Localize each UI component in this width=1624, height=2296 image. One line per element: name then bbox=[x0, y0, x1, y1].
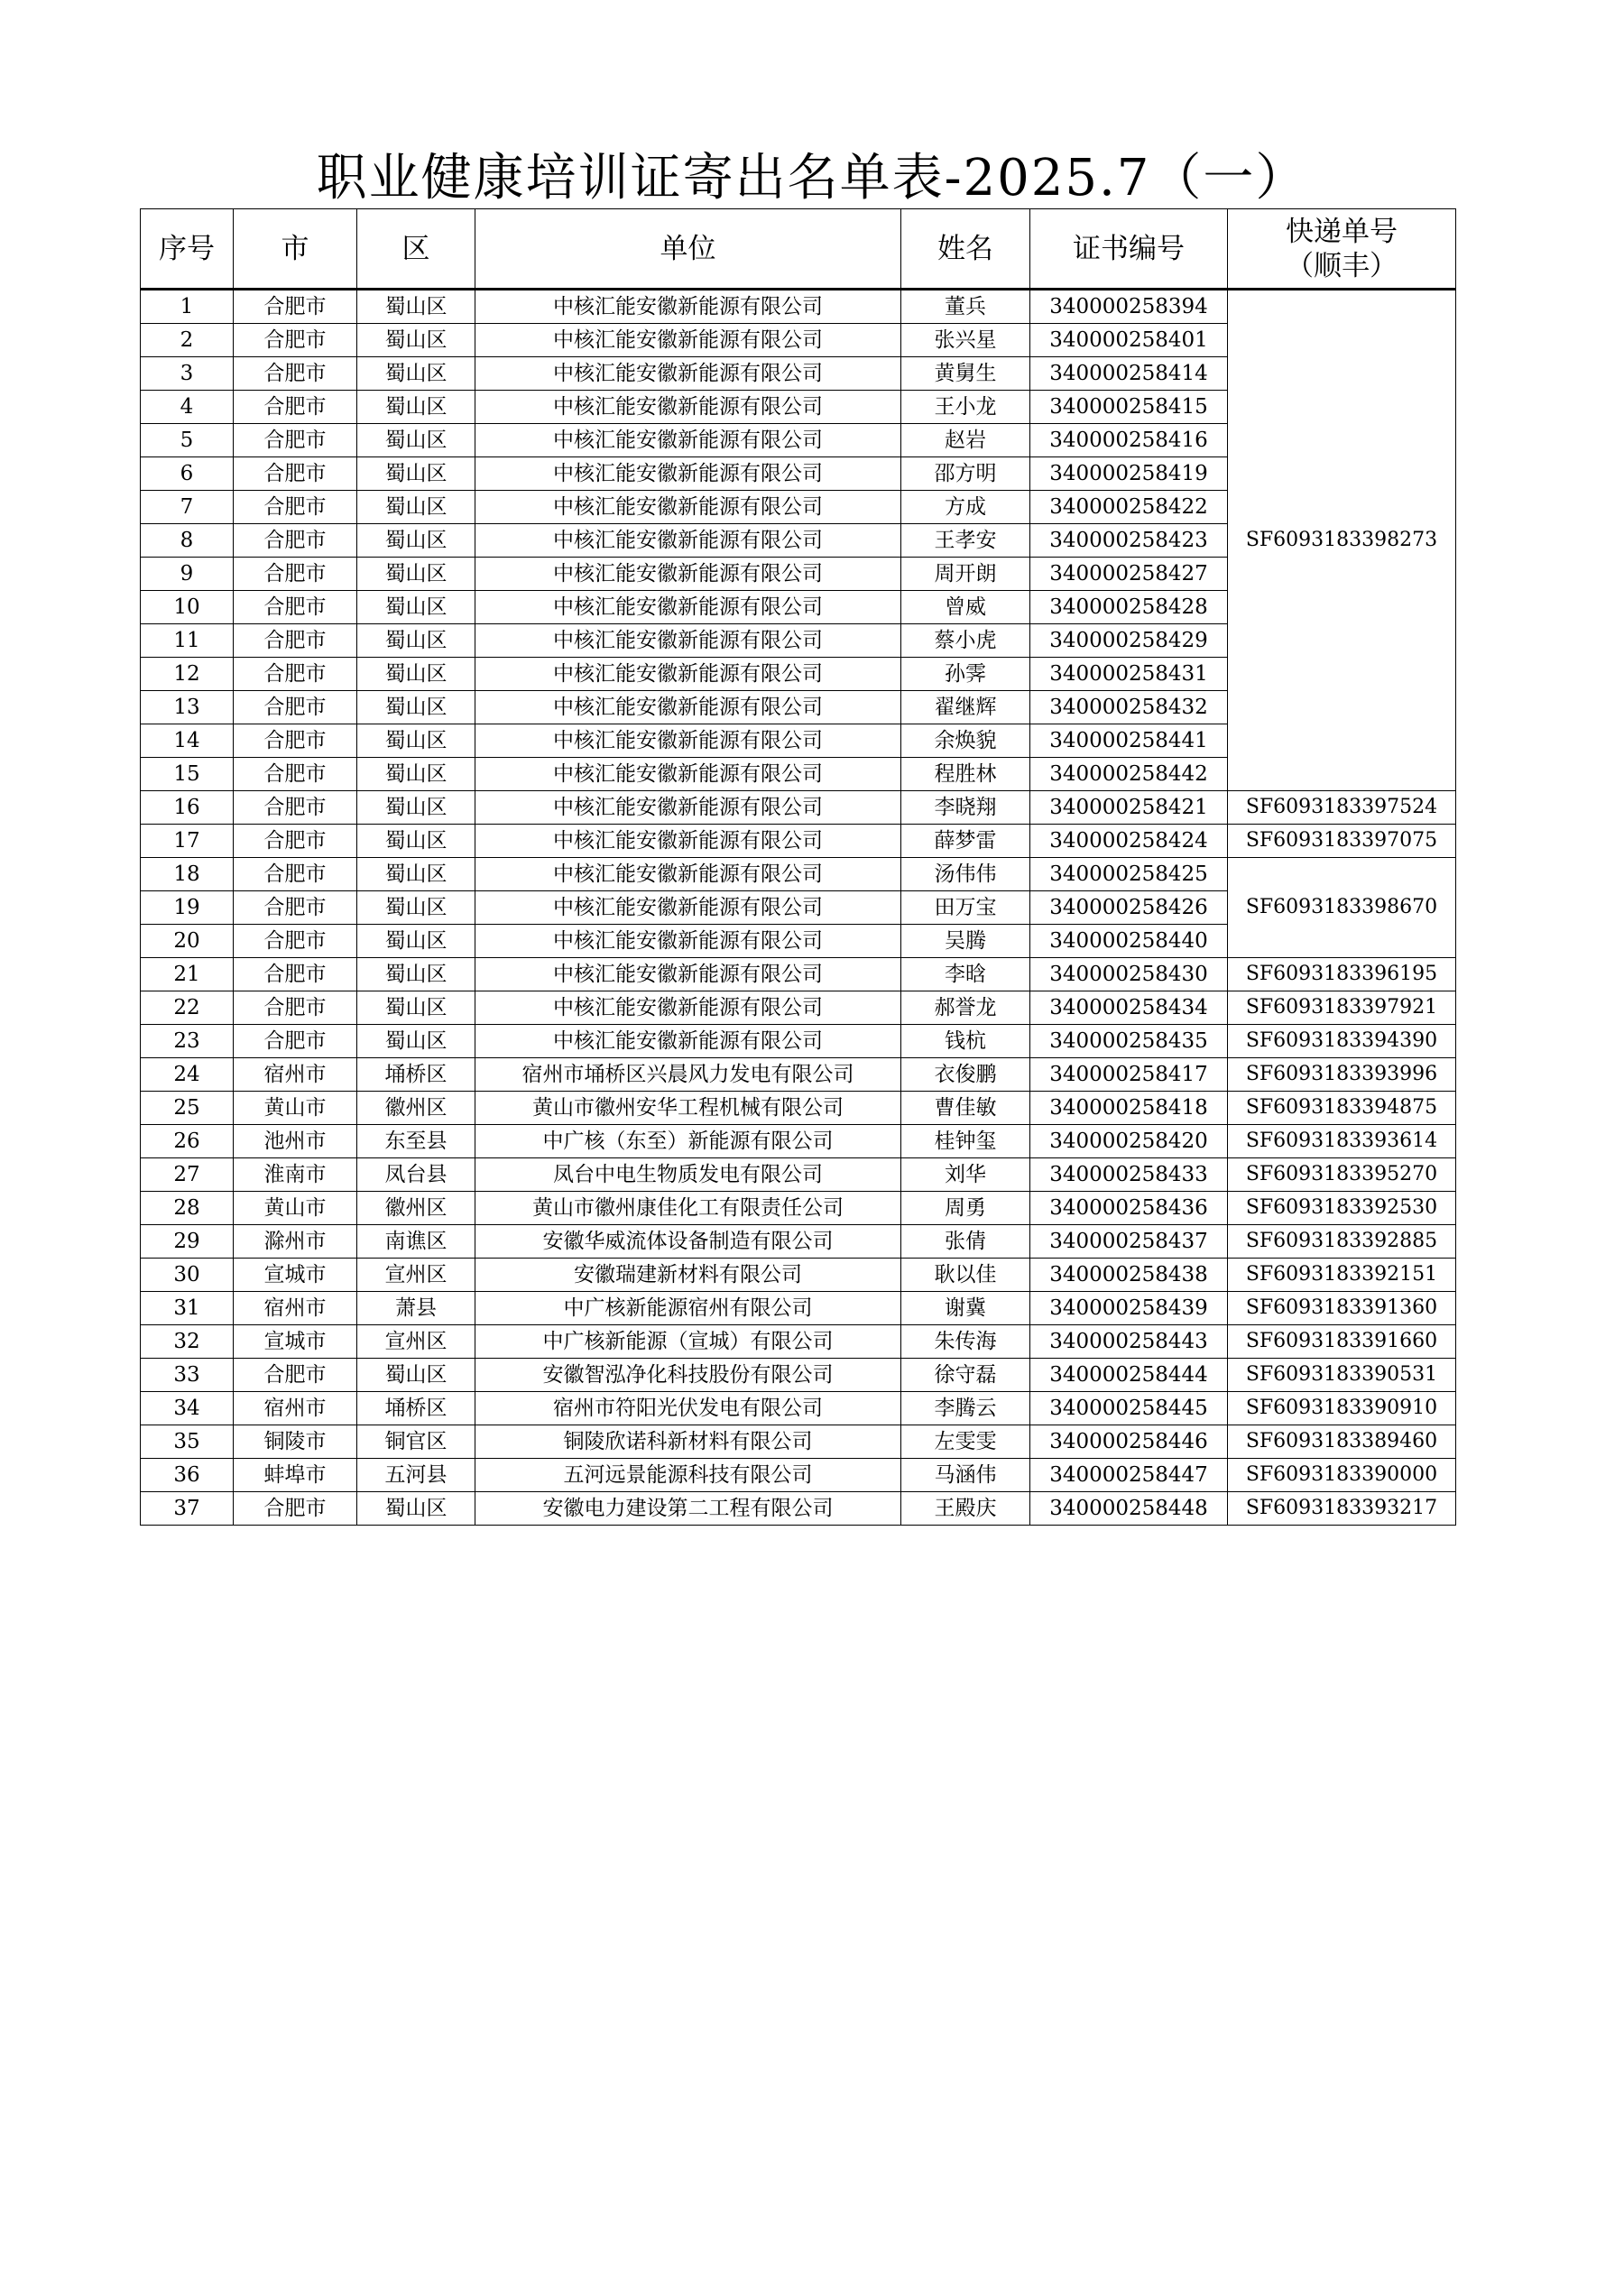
cell-name: 薛梦雷 bbox=[901, 825, 1030, 858]
cell-no: 22 bbox=[141, 991, 234, 1025]
cell-unit: 中核汇能安徽新能源有限公司 bbox=[475, 858, 901, 891]
cell-express-number: SF6093183394875 bbox=[1228, 1092, 1456, 1125]
cell-name: 谢冀 bbox=[901, 1292, 1030, 1325]
cell-district: 蜀山区 bbox=[357, 825, 475, 858]
cell-city: 合肥市 bbox=[234, 791, 357, 825]
cell-cert: 340000258423 bbox=[1030, 524, 1228, 558]
cell-no: 15 bbox=[141, 758, 234, 791]
cell-district: 蜀山区 bbox=[357, 1025, 475, 1058]
col-header-name: 姓名 bbox=[901, 209, 1030, 290]
cell-unit: 黄山市徽州康佳化工有限责任公司 bbox=[475, 1192, 901, 1225]
cell-unit: 中核汇能安徽新能源有限公司 bbox=[475, 791, 901, 825]
cell-name: 曹佳敏 bbox=[901, 1092, 1030, 1125]
cell-name: 桂钟玺 bbox=[901, 1125, 1030, 1158]
cell-name: 钱杭 bbox=[901, 1025, 1030, 1058]
cell-no: 11 bbox=[141, 624, 234, 658]
cell-express-number: SF6093183397921 bbox=[1228, 991, 1456, 1025]
cell-city: 合肥市 bbox=[234, 1359, 357, 1392]
cell-unit: 中核汇能安徽新能源有限公司 bbox=[475, 658, 901, 691]
cell-district: 蜀山区 bbox=[357, 424, 475, 457]
cell-city: 合肥市 bbox=[234, 825, 357, 858]
cell-name: 翟继辉 bbox=[901, 691, 1030, 724]
cell-no: 31 bbox=[141, 1292, 234, 1325]
table-row bbox=[141, 1425, 1456, 1459]
cell-cert: 340000258414 bbox=[1030, 357, 1228, 391]
shipping-list-table bbox=[140, 208, 1456, 1526]
table-row bbox=[141, 1459, 1456, 1492]
cell-name: 左雯雯 bbox=[901, 1425, 1030, 1459]
cell-district: 埇桥区 bbox=[357, 1058, 475, 1092]
cell-city: 合肥市 bbox=[234, 891, 357, 925]
cell-no: 16 bbox=[141, 791, 234, 825]
cell-district: 蜀山区 bbox=[357, 524, 475, 558]
cell-cert: 340000258422 bbox=[1030, 491, 1228, 524]
cell-district: 蜀山区 bbox=[357, 624, 475, 658]
page-title: 职业健康培训证寄出名单表-2025.7（一） bbox=[316, 149, 1308, 207]
cell-unit: 中核汇能安徽新能源有限公司 bbox=[475, 524, 901, 558]
table-row bbox=[141, 1125, 1456, 1158]
cell-cert: 340000258424 bbox=[1030, 825, 1228, 858]
cell-city: 合肥市 bbox=[234, 524, 357, 558]
cell-district: 铜官区 bbox=[357, 1425, 475, 1459]
cell-city: 铜陵市 bbox=[234, 1425, 357, 1459]
cell-no: 17 bbox=[141, 825, 234, 858]
cell-no: 29 bbox=[141, 1225, 234, 1259]
cell-no: 1 bbox=[141, 290, 234, 324]
cell-city: 黄山市 bbox=[234, 1192, 357, 1225]
cell-city: 滁州市 bbox=[234, 1225, 357, 1259]
cell-express-number: SF6093183389460 bbox=[1228, 1425, 1456, 1459]
cell-unit: 中核汇能安徽新能源有限公司 bbox=[475, 691, 901, 724]
table-row bbox=[141, 1058, 1456, 1092]
cell-district: 南谯区 bbox=[357, 1225, 475, 1259]
cell-name: 徐守磊 bbox=[901, 1359, 1030, 1392]
cell-name: 朱传海 bbox=[901, 1325, 1030, 1359]
cell-name: 吴腾 bbox=[901, 925, 1030, 958]
cell-unit: 凤台中电生物质发电有限公司 bbox=[475, 1158, 901, 1192]
cell-name: 王孝安 bbox=[901, 524, 1030, 558]
cell-city: 合肥市 bbox=[234, 1492, 357, 1526]
cell-unit: 安徽华威流体设备制造有限公司 bbox=[475, 1225, 901, 1259]
col-header-express bbox=[1228, 209, 1456, 290]
cell-unit: 宿州市埇桥区兴晨风力发电有限公司 bbox=[475, 1058, 901, 1092]
cell-express-number: SF6093183393614 bbox=[1228, 1125, 1456, 1158]
cell-unit: 中核汇能安徽新能源有限公司 bbox=[475, 424, 901, 457]
cell-unit: 中核汇能安徽新能源有限公司 bbox=[475, 724, 901, 758]
cell-name: 张兴星 bbox=[901, 324, 1030, 357]
cell-district: 蜀山区 bbox=[357, 925, 475, 958]
cell-express-number: SF6093183393217 bbox=[1228, 1492, 1456, 1526]
cell-district: 凤台县 bbox=[357, 1158, 475, 1192]
cell-name: 郝誉龙 bbox=[901, 991, 1030, 1025]
cell-district: 宣州区 bbox=[357, 1259, 475, 1292]
cell-city: 合肥市 bbox=[234, 290, 357, 324]
cell-no: 18 bbox=[141, 858, 234, 891]
cell-no: 30 bbox=[141, 1259, 234, 1292]
table-row bbox=[141, 958, 1456, 991]
cell-unit: 中核汇能安徽新能源有限公司 bbox=[475, 591, 901, 624]
cell-city: 合肥市 bbox=[234, 758, 357, 791]
cell-express-number: SF6093183390000 bbox=[1228, 1459, 1456, 1492]
cell-unit: 黄山市徽州安华工程机械有限公司 bbox=[475, 1092, 901, 1125]
cell-city: 合肥市 bbox=[234, 357, 357, 391]
cell-name: 孙霁 bbox=[901, 658, 1030, 691]
cell-unit: 中核汇能安徽新能源有限公司 bbox=[475, 624, 901, 658]
cell-unit: 中核汇能安徽新能源有限公司 bbox=[475, 925, 901, 958]
cell-city: 合肥市 bbox=[234, 658, 357, 691]
cell-district: 蜀山区 bbox=[357, 658, 475, 691]
cell-no: 35 bbox=[141, 1425, 234, 1459]
cell-name: 蔡小虎 bbox=[901, 624, 1030, 658]
cell-city: 蚌埠市 bbox=[234, 1459, 357, 1492]
cell-express-number: SF6093183392885 bbox=[1228, 1225, 1456, 1259]
cell-city: 宿州市 bbox=[234, 1292, 357, 1325]
cell-express-number: SF6093183392151 bbox=[1228, 1259, 1456, 1292]
table-row bbox=[141, 825, 1456, 858]
cell-no: 27 bbox=[141, 1158, 234, 1192]
table-row bbox=[141, 1092, 1456, 1125]
table-row bbox=[141, 858, 1456, 891]
cell-no: 2 bbox=[141, 324, 234, 357]
col-header-express-line2: （顺丰） bbox=[1286, 249, 1398, 282]
cell-district: 蜀山区 bbox=[357, 491, 475, 524]
cell-city: 合肥市 bbox=[234, 491, 357, 524]
cell-cert: 340000258425 bbox=[1030, 858, 1228, 891]
cell-name: 黄舅生 bbox=[901, 357, 1030, 391]
cell-district: 蜀山区 bbox=[357, 391, 475, 424]
cell-no: 24 bbox=[141, 1058, 234, 1092]
table-row bbox=[141, 1259, 1456, 1292]
cell-express-number: SF6093183391660 bbox=[1228, 1325, 1456, 1359]
cell-no: 5 bbox=[141, 424, 234, 457]
cell-district: 蜀山区 bbox=[357, 991, 475, 1025]
cell-unit: 中核汇能安徽新能源有限公司 bbox=[475, 991, 901, 1025]
cell-cert: 340000258448 bbox=[1030, 1492, 1228, 1526]
table-body bbox=[141, 290, 1456, 1526]
cell-district: 蜀山区 bbox=[357, 791, 475, 825]
cell-unit: 五河远景能源科技有限公司 bbox=[475, 1459, 901, 1492]
cell-cert: 340000258440 bbox=[1030, 925, 1228, 958]
cell-express-number: SF6093183394390 bbox=[1228, 1025, 1456, 1058]
cell-city: 合肥市 bbox=[234, 591, 357, 624]
cell-city: 宿州市 bbox=[234, 1392, 357, 1425]
cell-district: 蜀山区 bbox=[357, 891, 475, 925]
cell-cert: 340000258441 bbox=[1030, 724, 1228, 758]
cell-district: 蜀山区 bbox=[357, 591, 475, 624]
col-header-cert: 证书编号 bbox=[1030, 209, 1228, 290]
cell-district: 蜀山区 bbox=[357, 357, 475, 391]
cell-express-number: SF6093183390531 bbox=[1228, 1359, 1456, 1392]
cell-unit: 中核汇能安徽新能源有限公司 bbox=[475, 1025, 901, 1058]
cell-city: 合肥市 bbox=[234, 624, 357, 658]
cell-city: 合肥市 bbox=[234, 925, 357, 958]
cell-name: 曾威 bbox=[901, 591, 1030, 624]
table-row bbox=[141, 1192, 1456, 1225]
cell-district: 蜀山区 bbox=[357, 457, 475, 491]
table-row bbox=[141, 791, 1456, 825]
cell-name: 李晗 bbox=[901, 958, 1030, 991]
cell-cert: 340000258394 bbox=[1030, 290, 1228, 324]
cell-cert: 340000258438 bbox=[1030, 1259, 1228, 1292]
cell-district: 蜀山区 bbox=[357, 958, 475, 991]
cell-city: 合肥市 bbox=[234, 324, 357, 357]
cell-name: 赵岩 bbox=[901, 424, 1030, 457]
cell-cert: 340000258434 bbox=[1030, 991, 1228, 1025]
cell-no: 20 bbox=[141, 925, 234, 958]
cell-unit: 中核汇能安徽新能源有限公司 bbox=[475, 825, 901, 858]
cell-no: 21 bbox=[141, 958, 234, 991]
cell-cert: 340000258430 bbox=[1030, 958, 1228, 991]
cell-city: 合肥市 bbox=[234, 958, 357, 991]
col-header-district: 区 bbox=[357, 209, 475, 290]
cell-no: 7 bbox=[141, 491, 234, 524]
cell-no: 28 bbox=[141, 1192, 234, 1225]
cell-cert: 340000258437 bbox=[1030, 1225, 1228, 1259]
cell-no: 10 bbox=[141, 591, 234, 624]
cell-cert: 340000258428 bbox=[1030, 591, 1228, 624]
cell-unit: 中核汇能安徽新能源有限公司 bbox=[475, 758, 901, 791]
cell-name: 田万宝 bbox=[901, 891, 1030, 925]
cell-district: 蜀山区 bbox=[357, 1359, 475, 1392]
header-row bbox=[141, 209, 1456, 290]
cell-no: 34 bbox=[141, 1392, 234, 1425]
cell-name: 邵方明 bbox=[901, 457, 1030, 491]
cell-name: 刘华 bbox=[901, 1158, 1030, 1192]
cell-cert: 340000258416 bbox=[1030, 424, 1228, 457]
cell-no: 4 bbox=[141, 391, 234, 424]
cell-cert: 340000258442 bbox=[1030, 758, 1228, 791]
cell-cert: 340000258401 bbox=[1030, 324, 1228, 357]
cell-cert: 340000258431 bbox=[1030, 658, 1228, 691]
cell-no: 37 bbox=[141, 1492, 234, 1526]
cell-no: 6 bbox=[141, 457, 234, 491]
cell-cert: 340000258445 bbox=[1030, 1392, 1228, 1425]
col-header-no: 序号 bbox=[141, 209, 234, 290]
table-row bbox=[141, 1292, 1456, 1325]
cell-express-number: SF6093183396195 bbox=[1228, 958, 1456, 991]
cell-name: 方成 bbox=[901, 491, 1030, 524]
cell-express-number: SF6093183398670 bbox=[1228, 858, 1456, 958]
cell-city: 合肥市 bbox=[234, 991, 357, 1025]
cell-name: 张倩 bbox=[901, 1225, 1030, 1259]
cell-unit: 中核汇能安徽新能源有限公司 bbox=[475, 290, 901, 324]
cell-district: 徽州区 bbox=[357, 1192, 475, 1225]
cell-city: 池州市 bbox=[234, 1125, 357, 1158]
cell-express-number: SF6093183397524 bbox=[1228, 791, 1456, 825]
cell-unit: 中核汇能安徽新能源有限公司 bbox=[475, 391, 901, 424]
cell-name: 周勇 bbox=[901, 1192, 1030, 1225]
cell-district: 蜀山区 bbox=[357, 858, 475, 891]
table-row bbox=[141, 1359, 1456, 1392]
cell-no: 14 bbox=[141, 724, 234, 758]
cell-no: 12 bbox=[141, 658, 234, 691]
table-row bbox=[141, 1225, 1456, 1259]
cell-unit: 中核汇能安徽新能源有限公司 bbox=[475, 491, 901, 524]
cell-no: 36 bbox=[141, 1459, 234, 1492]
cell-city: 合肥市 bbox=[234, 691, 357, 724]
cell-city: 宣城市 bbox=[234, 1325, 357, 1359]
cell-name: 余焕貌 bbox=[901, 724, 1030, 758]
cell-unit: 中核汇能安徽新能源有限公司 bbox=[475, 958, 901, 991]
cell-city: 宣城市 bbox=[234, 1259, 357, 1292]
cell-no: 13 bbox=[141, 691, 234, 724]
cell-unit: 宿州市符阳光伏发电有限公司 bbox=[475, 1392, 901, 1425]
cell-district: 蜀山区 bbox=[357, 1492, 475, 1526]
cell-district: 蜀山区 bbox=[357, 691, 475, 724]
table-row bbox=[141, 1025, 1456, 1058]
cell-cert: 340000258433 bbox=[1030, 1158, 1228, 1192]
cell-cert: 340000258418 bbox=[1030, 1092, 1228, 1125]
cell-district: 蜀山区 bbox=[357, 290, 475, 324]
cell-district: 萧县 bbox=[357, 1292, 475, 1325]
col-header-city: 市 bbox=[234, 209, 357, 290]
cell-no: 8 bbox=[141, 524, 234, 558]
cell-name: 李腾云 bbox=[901, 1392, 1030, 1425]
cell-cert: 340000258436 bbox=[1030, 1192, 1228, 1225]
table-header bbox=[141, 209, 1456, 290]
cell-city: 宿州市 bbox=[234, 1058, 357, 1092]
cell-express-number: SF6093183390910 bbox=[1228, 1392, 1456, 1425]
cell-unit: 铜陵欣诺科新材料有限公司 bbox=[475, 1425, 901, 1459]
cell-district: 蜀山区 bbox=[357, 724, 475, 758]
cell-city: 合肥市 bbox=[234, 391, 357, 424]
cell-city: 合肥市 bbox=[234, 558, 357, 591]
cell-express-number: SF6093183392530 bbox=[1228, 1192, 1456, 1225]
cell-unit: 中广核新能源宿州有限公司 bbox=[475, 1292, 901, 1325]
cell-city: 合肥市 bbox=[234, 724, 357, 758]
table-row bbox=[141, 1158, 1456, 1192]
cell-cert: 340000258447 bbox=[1030, 1459, 1228, 1492]
cell-no: 26 bbox=[141, 1125, 234, 1158]
cell-district: 蜀山区 bbox=[357, 758, 475, 791]
cell-cert: 340000258444 bbox=[1030, 1359, 1228, 1392]
cell-unit: 安徽瑞建新材料有限公司 bbox=[475, 1259, 901, 1292]
table-row bbox=[141, 290, 1456, 324]
table-row bbox=[141, 1325, 1456, 1359]
cell-cert: 340000258439 bbox=[1030, 1292, 1228, 1325]
cell-district: 埇桥区 bbox=[357, 1392, 475, 1425]
cell-name: 马涵伟 bbox=[901, 1459, 1030, 1492]
cell-no: 9 bbox=[141, 558, 234, 591]
cell-unit: 中核汇能安徽新能源有限公司 bbox=[475, 324, 901, 357]
cell-city: 合肥市 bbox=[234, 457, 357, 491]
cell-city: 合肥市 bbox=[234, 424, 357, 457]
cell-cert: 340000258417 bbox=[1030, 1058, 1228, 1092]
cell-district: 徽州区 bbox=[357, 1092, 475, 1125]
cell-cert: 340000258420 bbox=[1030, 1125, 1228, 1158]
cell-district: 蜀山区 bbox=[357, 324, 475, 357]
cell-city: 黄山市 bbox=[234, 1092, 357, 1125]
cell-district: 五河县 bbox=[357, 1459, 475, 1492]
cell-express-number: SF6093183391360 bbox=[1228, 1292, 1456, 1325]
cell-express-number: SF6093183398273 bbox=[1228, 290, 1456, 791]
col-header-unit: 单位 bbox=[475, 209, 901, 290]
table-row bbox=[141, 1492, 1456, 1526]
cell-name: 耿以佳 bbox=[901, 1259, 1030, 1292]
cell-cert: 340000258443 bbox=[1030, 1325, 1228, 1359]
cell-cert: 340000258426 bbox=[1030, 891, 1228, 925]
cell-cert: 340000258421 bbox=[1030, 791, 1228, 825]
cell-no: 23 bbox=[141, 1025, 234, 1058]
cell-unit: 中广核（东至）新能源有限公司 bbox=[475, 1125, 901, 1158]
cell-cert: 340000258429 bbox=[1030, 624, 1228, 658]
cell-unit: 中核汇能安徽新能源有限公司 bbox=[475, 457, 901, 491]
table-row bbox=[141, 1392, 1456, 1425]
cell-express-number: SF6093183397075 bbox=[1228, 825, 1456, 858]
cell-unit: 安徽电力建设第二工程有限公司 bbox=[475, 1492, 901, 1526]
cell-cert: 340000258432 bbox=[1030, 691, 1228, 724]
cell-name: 周开朗 bbox=[901, 558, 1030, 591]
cell-district: 蜀山区 bbox=[357, 558, 475, 591]
cell-name: 李晓翔 bbox=[901, 791, 1030, 825]
cell-unit: 中核汇能安徽新能源有限公司 bbox=[475, 891, 901, 925]
table-row bbox=[141, 991, 1456, 1025]
cell-no: 19 bbox=[141, 891, 234, 925]
cell-unit: 中核汇能安徽新能源有限公司 bbox=[475, 357, 901, 391]
cell-city: 合肥市 bbox=[234, 1025, 357, 1058]
cell-unit: 中广核新能源（宣城）有限公司 bbox=[475, 1325, 901, 1359]
cell-express-number: SF6093183395270 bbox=[1228, 1158, 1456, 1192]
cell-unit: 安徽智泓净化科技股份有限公司 bbox=[475, 1359, 901, 1392]
cell-cert: 340000258419 bbox=[1030, 457, 1228, 491]
cell-cert: 340000258415 bbox=[1030, 391, 1228, 424]
col-header-express-line1: 快递单号 bbox=[1286, 215, 1398, 248]
cell-district: 宣州区 bbox=[357, 1325, 475, 1359]
cell-express-number: SF6093183393996 bbox=[1228, 1058, 1456, 1092]
cell-cert: 340000258446 bbox=[1030, 1425, 1228, 1459]
cell-name: 王小龙 bbox=[901, 391, 1030, 424]
cell-name: 衣俊鹏 bbox=[901, 1058, 1030, 1092]
cell-cert: 340000258427 bbox=[1030, 558, 1228, 591]
cell-no: 3 bbox=[141, 357, 234, 391]
cell-district: 东至县 bbox=[357, 1125, 475, 1158]
cell-name: 程胜林 bbox=[901, 758, 1030, 791]
cell-city: 淮南市 bbox=[234, 1158, 357, 1192]
cell-no: 25 bbox=[141, 1092, 234, 1125]
cell-name: 董兵 bbox=[901, 290, 1030, 324]
cell-no: 32 bbox=[141, 1325, 234, 1359]
cell-name: 王殿庆 bbox=[901, 1492, 1030, 1526]
cell-unit: 中核汇能安徽新能源有限公司 bbox=[475, 558, 901, 591]
cell-city: 合肥市 bbox=[234, 858, 357, 891]
cell-cert: 340000258435 bbox=[1030, 1025, 1228, 1058]
cell-no: 33 bbox=[141, 1359, 234, 1392]
cell-name: 汤伟伟 bbox=[901, 858, 1030, 891]
